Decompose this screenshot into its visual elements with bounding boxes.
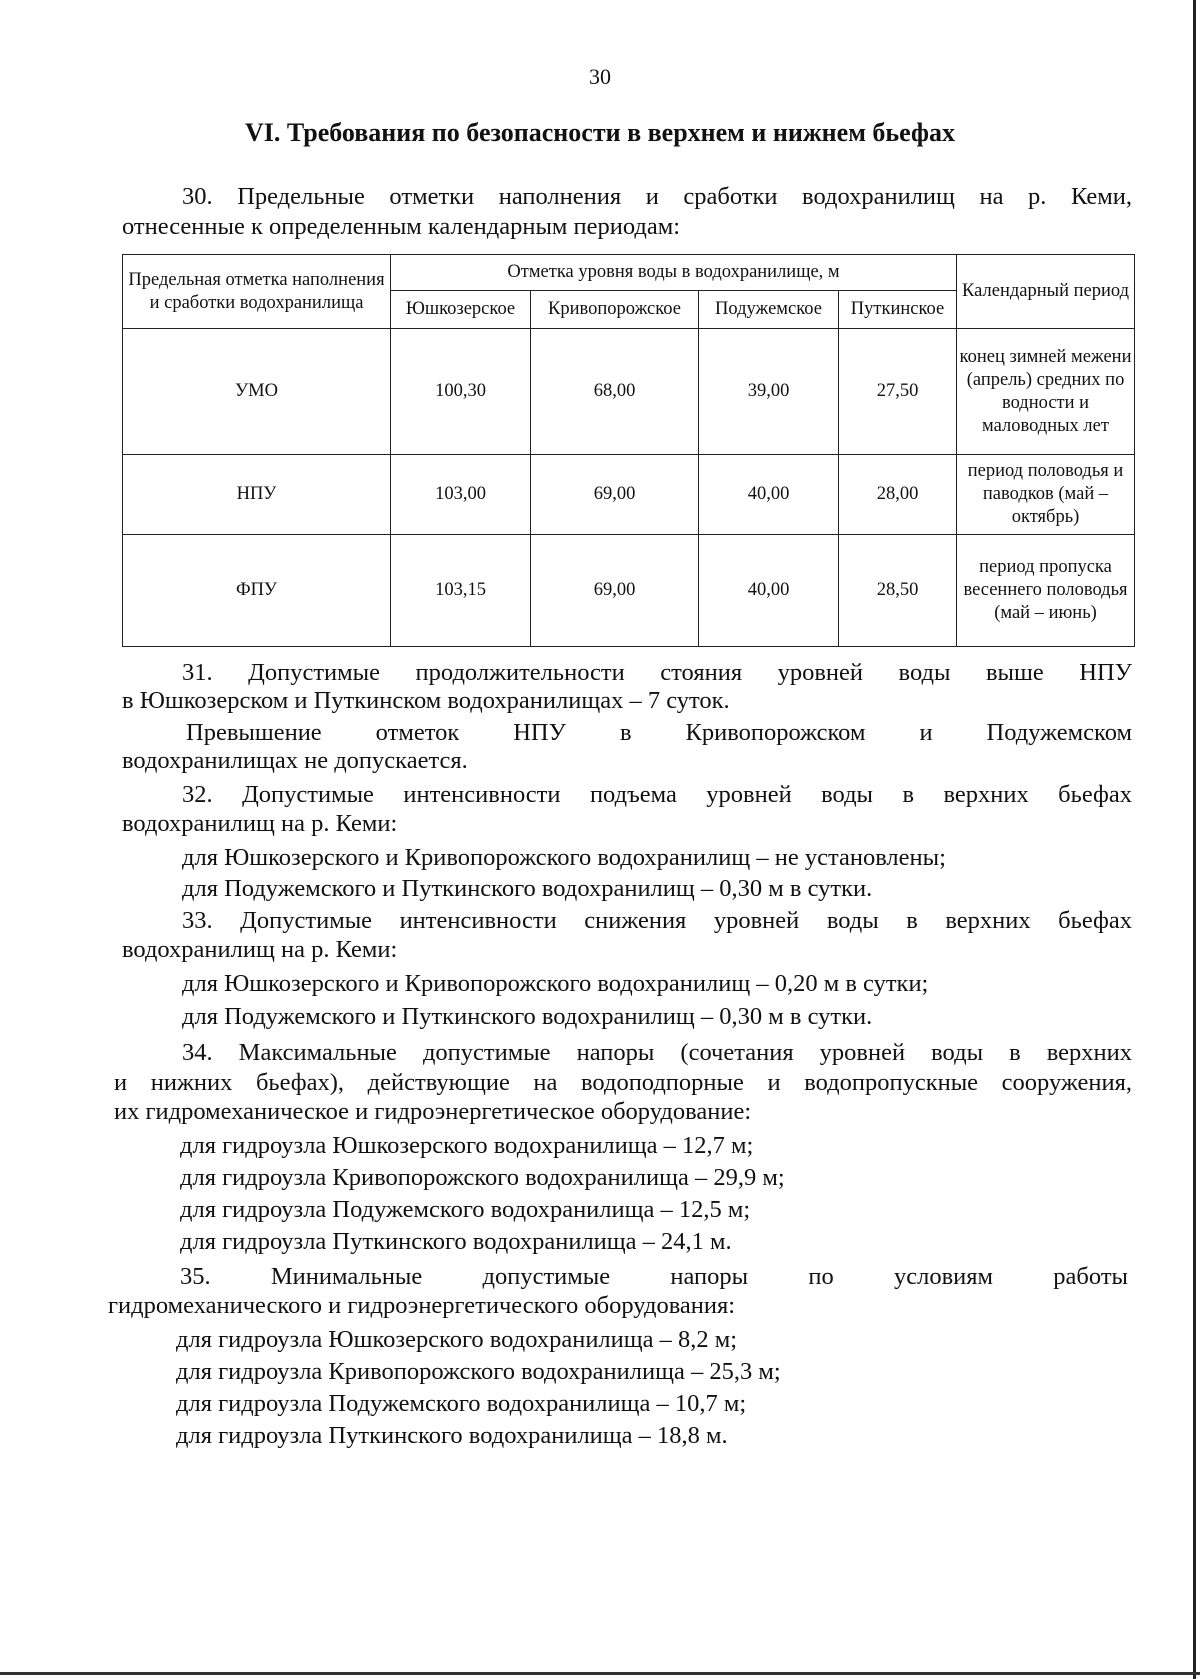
p34-line1: 34. Максимальные допустимые напоры (сочетания уровней воды в верхних — [182, 1039, 1132, 1066]
cell-value: 69,00 — [531, 535, 699, 647]
p32-item1: для Юшкозерского и Кривопорожского водохранилищ – не установлены; — [182, 844, 946, 871]
p35-line1: 35. Минимальные допустимые напоры по условиям работы — [180, 1263, 1128, 1290]
cell-mark: НПУ — [123, 455, 391, 535]
p33-line1: 33. Допустимые интенсивности снижения уровней воды в верхних бьефах — [182, 907, 1132, 934]
p35-item: для гидроузла Кривопорожского водохранилища – 25,3 м; — [176, 1358, 781, 1385]
cell-mark: УМО — [123, 329, 391, 455]
cell-value: 39,00 — [699, 329, 839, 455]
cell-period: период пропуска весеннего половодья (май – июнь) — [957, 535, 1135, 647]
p34-item: для гидроузла Кривопорожского водохранилища – 29,9 м; — [180, 1164, 785, 1191]
p32-line2: водохранилищ на р. Кеми: — [122, 810, 398, 837]
col-header-reservoir: Кривопорожское — [531, 291, 699, 329]
p32-item2: для Подужемского и Путкинского водохранилищ – 0,30 м в сутки. — [182, 875, 873, 902]
p34-item: для гидроузла Юшкозерского водохранилища – 12,7 м; — [180, 1132, 754, 1159]
p34-item: для гидроузла Путкинского водохранилища – 24,1 м. — [180, 1228, 732, 1255]
cell-mark: ФПУ — [123, 535, 391, 647]
section-heading: VI. Требования по безопасности в верхнем и нижнем бьефах — [244, 118, 956, 147]
p31-line3: Превышение отметок НПУ в Кривопорожском и Подужемском — [186, 719, 1132, 746]
col-header-reservoir: Юшкозерское — [391, 291, 531, 329]
p35-line2: гидромеханического и гидроэнергетического оборудования: — [108, 1292, 736, 1319]
cell-value: 68,00 — [531, 329, 699, 455]
cell-value: 27,50 — [839, 329, 957, 455]
cell-value: 69,00 — [531, 455, 699, 535]
p33-item2: для Подужемского и Путкинского водохранилищ – 0,30 м в сутки. — [182, 1003, 873, 1030]
cell-value: 40,00 — [699, 455, 839, 535]
scan-edge-right — [1193, 0, 1196, 1679]
p35-item: для гидроузла Юшкозерского водохранилища – 8,2 м; — [176, 1326, 738, 1353]
p30-line1: 30. Предельные отметки наполнения и сработки водохранилищ на р. Кеми, — [182, 183, 1132, 210]
cell-period: период половодья и паводков (май – октябрь) — [957, 455, 1135, 535]
col-header-group: Отметка уровня воды в водохранилище, м — [391, 255, 957, 291]
p33-line2: водохранилищ на р. Кеми: — [122, 936, 398, 963]
p35-item: для гидроузла Путкинского водохранилища – 18,8 м. — [176, 1422, 728, 1449]
p34-line2: и нижних бьефах), действующие на водоподпорные и водопропускные сооружения, — [114, 1069, 1132, 1096]
p31-line1: 31. Допустимые продолжительности стояния уровней воды выше НПУ — [182, 659, 1132, 686]
p33-item1: для Юшкозерского и Кривопорожского водохранилищ – 0,20 м в сутки; — [182, 970, 929, 997]
col-header-reservoir: Путкинское — [839, 291, 957, 329]
cell-value: 40,00 — [699, 535, 839, 647]
p35-item: для гидроузла Подужемского водохранилища – 10,7 м; — [176, 1390, 747, 1417]
page-number: 30 — [589, 64, 611, 89]
col-header-period: Календарный период — [957, 255, 1135, 329]
p31-line4: водохранилищах не допускается. — [122, 747, 468, 774]
table-row — [123, 329, 1135, 455]
table-row — [123, 535, 1135, 647]
p34-item: для гидроузла Подужемского водохранилища – 12,5 м; — [180, 1196, 751, 1223]
p30-line2: отнесенные к определенным календарным периодам: — [122, 213, 681, 240]
cell-value: 28,50 — [839, 535, 957, 647]
water-level-table — [122, 254, 1135, 647]
cell-value: 100,30 — [391, 329, 531, 455]
scan-edge-bottom — [0, 1672, 1200, 1675]
cell-period: конец зимней межени (апрель) средних по водности и маловодных лет — [957, 329, 1135, 455]
p32-line1: 32. Допустимые интенсивности подъема уровней воды в верхних бьефах — [182, 781, 1132, 808]
cell-value: 28,00 — [839, 455, 957, 535]
cell-value: 103,00 — [391, 455, 531, 535]
table-row — [123, 455, 1135, 535]
p34-line3: их гидромеханическое и гидроэнергетическое оборудование: — [114, 1098, 752, 1125]
col-header-mark: Предельная отметка наполнения и сработки водохранилища — [123, 255, 391, 329]
col-header-reservoir: Подужемское — [699, 291, 839, 329]
p31-line2: в Юшкозерском и Путкинском водохранилищах – 7 суток. — [122, 687, 730, 714]
cell-value: 103,15 — [391, 535, 531, 647]
